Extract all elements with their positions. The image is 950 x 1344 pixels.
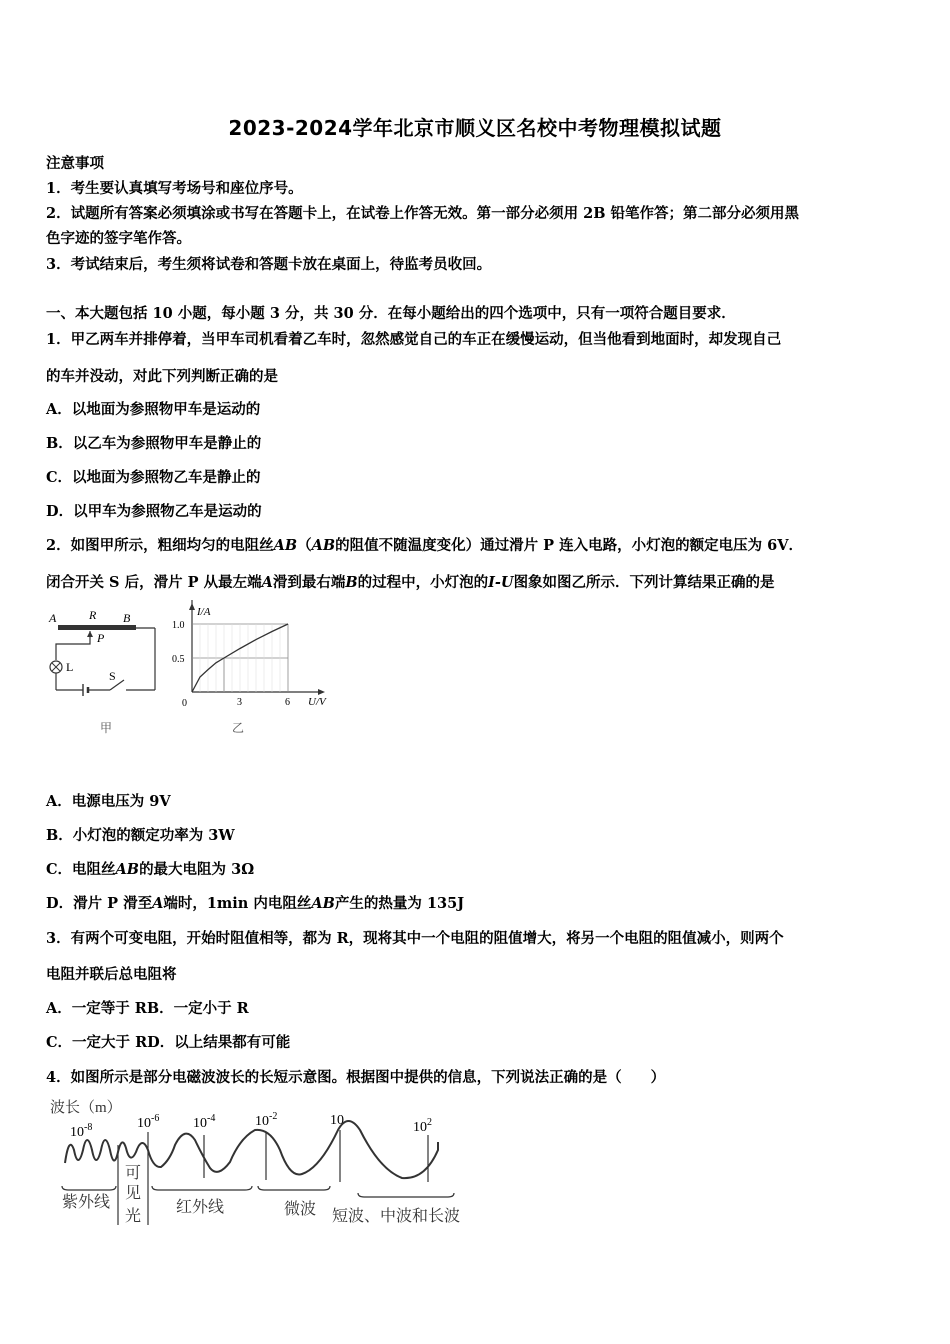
q2-stem: 2．如图甲所示，粗细均匀的电阻丝AB（AB的阻值不随温度变化）通过滑片 P 连入电路，小灯泡的额定电压为 6V． xyxy=(46,537,804,554)
y-tick-label: 1.0 xyxy=(172,620,185,631)
circuit-label-l: L xyxy=(66,660,74,674)
q1-option-d: D．以甲车为参照物乙车是运动的 xyxy=(46,503,262,520)
notice-item: 3．考试结束后，考生须将试卷和答题卡放在桌面上，待监考员收回。 xyxy=(46,256,492,273)
band-ultraviolet: 紫外线 xyxy=(62,1194,111,1211)
circuit-label-s: S xyxy=(109,669,116,683)
q1-option-c: C．以地面为参照物乙车是静止的 xyxy=(46,469,261,486)
mark-label: 10 xyxy=(70,1125,84,1140)
svg-text:10-4 xyxy=(193,1113,215,1131)
band-infrared: 红外线 xyxy=(176,1199,225,1216)
q2-option-c: C．电阻丝AB的最大电阻为 3Ω xyxy=(46,861,255,878)
q2-option-d: D．滑片 P 滑至A端时，1min 内电阻丝AB产生的热量为 135J xyxy=(46,895,465,912)
mark-exp: -2 xyxy=(269,1111,278,1122)
q3-stem: 3．有两个可变电阻，开始时阻值相等，都为 R，现将其中一个电阻的阻值增大，将另一个电阻的阻值减小，则两个 xyxy=(46,930,784,947)
wave-line xyxy=(65,1121,438,1178)
mark-exp: 2 xyxy=(427,1117,432,1128)
mark-label: 10 xyxy=(413,1120,427,1135)
mark-label: 10 xyxy=(137,1116,151,1131)
notice-item: 2．试题所有答案必须填涂或书写在答题卡上，在试卷上作答无效。第一部分必须用 2B 铅笔作答；第二部分必须用黑 xyxy=(46,205,800,222)
q1-option-a: A．以地面为参照物甲车是运动的 xyxy=(46,401,261,418)
slider-wire xyxy=(56,631,90,660)
circuit-caption: 甲 xyxy=(100,721,113,735)
q4-stem: 4．如图所示是部分电磁波波长的长短示意图。根据图中提供的信息，下列说法正确的是（ ） xyxy=(46,1069,666,1086)
y-tick-label: 0.5 xyxy=(172,654,185,665)
notice-item: 色字迹的签字笔作答。 xyxy=(46,230,191,247)
circuit-label-r: R xyxy=(89,608,97,622)
x-axis-label: U/V xyxy=(308,696,326,708)
q1-stem: 1．甲乙两车并排停着，当甲车司机看着乙车时，忽然感觉自己的车正在缓慢运动，但当他看到地面时，却发现自己 xyxy=(46,331,782,348)
svg-text:10-2 xyxy=(255,1111,277,1129)
iu-graph xyxy=(170,600,340,740)
band-microwave: 微波 xyxy=(284,1201,317,1218)
wavelength-unit: 波长（m） xyxy=(50,1100,122,1116)
q3-options: C．一定大于 RD．以上结果都有可能 xyxy=(46,1034,291,1051)
mark-exp: -4 xyxy=(207,1113,216,1124)
slider-p xyxy=(87,631,93,637)
circuit-label-p: P xyxy=(97,631,105,645)
section-heading: 一、本大题包括 10 小题，每小题 3 分，共 30 分．在每小题给出的四个选项中，只有一项符合题目要求． xyxy=(46,305,736,322)
graph-caption: 乙 xyxy=(232,721,245,735)
mark-exp: -6 xyxy=(151,1113,160,1124)
svg-text:102 xyxy=(413,1117,432,1135)
mark-label: 10 xyxy=(330,1113,344,1128)
x-tick-label: 6 xyxy=(285,697,290,708)
q1-option-b: B．以乙车为参照物甲车是静止的 xyxy=(46,435,262,452)
svg-text:10-8 xyxy=(70,1122,92,1140)
q2-option-b: B．小灯泡的额定功率为 3W xyxy=(46,827,235,844)
mark-exp: -8 xyxy=(84,1122,93,1133)
band-radio: 短波、中波和长波 xyxy=(332,1208,461,1225)
circuit-label-a: A xyxy=(49,611,57,625)
circuit-diagram xyxy=(40,600,170,740)
q3-stem: 电阻并联后总电阻将 xyxy=(46,966,177,983)
q2-stem: 闭合开关 S 后，滑片 P 从最左端A滑到最右端B的过程中，小灯泡的I-U图象如图乙所示．下列计算结果正确的是 xyxy=(46,574,775,591)
mark-label: 10 xyxy=(193,1116,207,1131)
circuit-label-b: B xyxy=(123,611,131,625)
mark-label: 10 xyxy=(255,1114,269,1129)
page-title: 2023-2024学年北京市顺义区名校中考物理模拟试题 xyxy=(228,116,722,140)
resistance-wire xyxy=(58,625,136,630)
q2-option-a: A．电源电压为 9V xyxy=(46,793,171,810)
svg-text:10-6 xyxy=(137,1113,159,1131)
notice-item: 1．考生要认真填写考场号和座位序号。 xyxy=(46,180,303,197)
band-visible: 见 xyxy=(125,1185,142,1202)
band-visible: 光 xyxy=(125,1208,142,1225)
origin-label: 0 xyxy=(182,698,187,709)
y-axis-label: I/A xyxy=(197,606,211,618)
q3-options: A．一定等于 RB．一定小于 R xyxy=(46,1000,249,1017)
q1-stem: 的车并没动，对此下列判断正确的是 xyxy=(46,368,278,385)
em-wave-diagram xyxy=(40,1090,490,1240)
band-visible: 可 xyxy=(125,1165,142,1182)
x-tick-label: 3 xyxy=(237,697,242,708)
notice-heading: 注意事项 xyxy=(46,155,104,172)
